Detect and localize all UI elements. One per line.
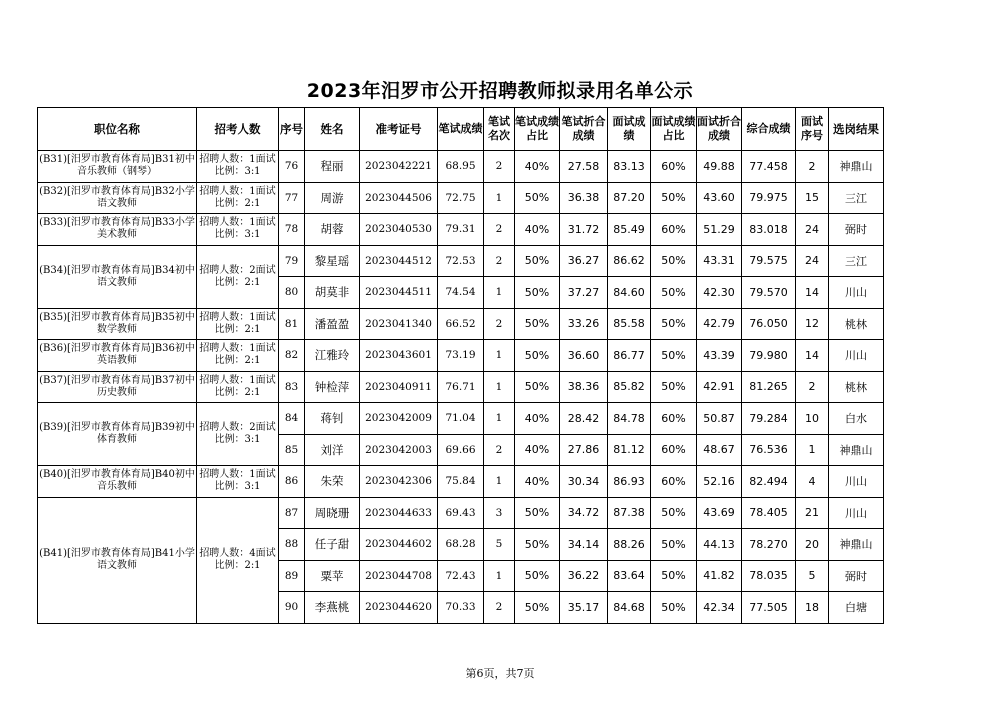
cell-written: 75.84 <box>438 466 484 498</box>
cell-written-ratio: 50% <box>515 529 560 561</box>
cell-written-ratio: 50% <box>515 182 560 214</box>
cell-interview-seq: 12 <box>796 308 829 340</box>
cell-interview: 84.60 <box>608 277 651 309</box>
cell-name: 江雅玲 <box>305 340 360 372</box>
cell-written: 74.54 <box>438 277 484 309</box>
cell-written: 72.75 <box>438 182 484 214</box>
cell-ticket: 2023044512 <box>360 245 438 277</box>
cell-seq: 77 <box>279 182 305 214</box>
cell-interview-seq: 2 <box>796 151 829 183</box>
cell-interview-ratio: 50% <box>651 308 697 340</box>
table-row <box>38 497 884 529</box>
cell-interview-conv: 43.39 <box>697 340 742 372</box>
cell-position: (B31)[汨罗市教育体育局]B31初中音乐教师（钢琴） <box>38 151 197 183</box>
header-seq: 序号 <box>279 108 305 151</box>
cell-total: 82.494 <box>742 466 796 498</box>
cell-written-conv: 30.34 <box>560 466 608 498</box>
cell-written-conv: 31.72 <box>560 214 608 246</box>
cell-name: 蒋钊 <box>305 403 360 435</box>
cell-written-ratio: 40% <box>515 151 560 183</box>
cell-total: 79.575 <box>742 245 796 277</box>
cell-total: 78.035 <box>742 560 796 592</box>
cell-total: 79.975 <box>742 182 796 214</box>
cell-written-ratio: 50% <box>515 277 560 309</box>
cell-written: 76.71 <box>438 371 484 403</box>
cell-total: 76.536 <box>742 434 796 466</box>
cell-interview: 86.93 <box>608 466 651 498</box>
cell-interview-ratio: 50% <box>651 371 697 403</box>
cell-name: 任子甜 <box>305 529 360 561</box>
cell-recruit: 招聘人数：1面试比例：2:1 <box>197 182 279 214</box>
cell-interview-conv: 42.91 <box>697 371 742 403</box>
cell-interview-conv: 43.31 <box>697 245 742 277</box>
cell-written-rank: 1 <box>484 560 515 592</box>
cell-interview-ratio: 50% <box>651 245 697 277</box>
cell-result: 桃林 <box>829 308 884 340</box>
cell-seq: 76 <box>279 151 305 183</box>
cell-seq: 85 <box>279 434 305 466</box>
table-row <box>38 466 884 498</box>
cell-name: 周晓珊 <box>305 497 360 529</box>
header-row <box>38 108 884 151</box>
cell-name: 朱荣 <box>305 466 360 498</box>
cell-recruit: 招聘人数：4面试比例：2:1 <box>197 497 279 623</box>
cell-seq: 88 <box>279 529 305 561</box>
cell-written: 68.28 <box>438 529 484 561</box>
header-written: 笔试成绩 <box>438 108 484 151</box>
cell-total: 76.050 <box>742 308 796 340</box>
cell-written-rank: 1 <box>484 371 515 403</box>
cell-interview: 86.62 <box>608 245 651 277</box>
cell-name: 李燕桃 <box>305 592 360 624</box>
cell-ticket: 2023044506 <box>360 182 438 214</box>
cell-interview-conv: 50.87 <box>697 403 742 435</box>
cell-written: 72.53 <box>438 245 484 277</box>
cell-written-rank: 2 <box>484 308 515 340</box>
cell-written: 69.66 <box>438 434 484 466</box>
cell-interview-seq: 18 <box>796 592 829 624</box>
cell-interview-conv: 43.60 <box>697 182 742 214</box>
cell-position: (B39)[汨罗市教育体育局]B39初中体育教师 <box>38 403 197 466</box>
cell-name: 黎星瑶 <box>305 245 360 277</box>
cell-written-rank: 2 <box>484 214 515 246</box>
cell-interview-conv: 49.88 <box>697 151 742 183</box>
cell-written: 71.04 <box>438 403 484 435</box>
cell-written-rank: 1 <box>484 466 515 498</box>
cell-written: 66.52 <box>438 308 484 340</box>
cell-ticket: 2023044620 <box>360 592 438 624</box>
cell-written-conv: 35.17 <box>560 592 608 624</box>
cell-interview-seq: 14 <box>796 340 829 372</box>
cell-interview-conv: 44.13 <box>697 529 742 561</box>
cell-interview-seq: 14 <box>796 277 829 309</box>
table-row <box>38 182 884 214</box>
cell-total: 81.265 <box>742 371 796 403</box>
cell-result: 川山 <box>829 466 884 498</box>
cell-seq: 83 <box>279 371 305 403</box>
header-written-ratio: 笔试成绩占比 <box>515 108 560 151</box>
admission-table <box>37 107 884 624</box>
cell-ticket: 2023042306 <box>360 466 438 498</box>
cell-interview-ratio: 50% <box>651 529 697 561</box>
cell-interview-ratio: 50% <box>651 277 697 309</box>
cell-name: 胡莫非 <box>305 277 360 309</box>
cell-interview: 88.26 <box>608 529 651 561</box>
cell-seq: 89 <box>279 560 305 592</box>
cell-written: 73.19 <box>438 340 484 372</box>
cell-recruit: 招聘人数：1面试比例：3:1 <box>197 466 279 498</box>
cell-result: 神鼎山 <box>829 434 884 466</box>
cell-written-rank: 2 <box>484 151 515 183</box>
cell-name: 刘洋 <box>305 434 360 466</box>
cell-ticket: 2023044602 <box>360 529 438 561</box>
cell-interview-seq: 24 <box>796 214 829 246</box>
page-footer: 第6页，共7页 <box>465 667 535 680</box>
cell-name: 潘盈盈 <box>305 308 360 340</box>
table-row <box>38 340 884 372</box>
cell-interview-seq: 10 <box>796 403 829 435</box>
cell-interview-ratio: 60% <box>651 434 697 466</box>
cell-position: (B35)[汨罗市教育体育局]B35初中数学教师 <box>38 308 197 340</box>
cell-written-ratio: 50% <box>515 371 560 403</box>
cell-result: 桃林 <box>829 371 884 403</box>
cell-written-ratio: 50% <box>515 497 560 529</box>
cell-recruit: 招聘人数：1面试比例：3:1 <box>197 151 279 183</box>
cell-result: 三江 <box>829 245 884 277</box>
cell-written-ratio: 50% <box>515 560 560 592</box>
header-ticket: 准考证号 <box>360 108 438 151</box>
table-row <box>38 151 884 183</box>
cell-name: 程丽 <box>305 151 360 183</box>
cell-interview-seq: 21 <box>796 497 829 529</box>
cell-total: 79.980 <box>742 340 796 372</box>
cell-seq: 84 <box>279 403 305 435</box>
cell-interview-ratio: 60% <box>651 403 697 435</box>
cell-result: 白塘 <box>829 592 884 624</box>
cell-written: 70.33 <box>438 592 484 624</box>
cell-interview: 87.38 <box>608 497 651 529</box>
cell-written-ratio: 50% <box>515 308 560 340</box>
cell-written-ratio: 40% <box>515 434 560 466</box>
cell-interview-conv: 52.16 <box>697 466 742 498</box>
cell-seq: 79 <box>279 245 305 277</box>
cell-result: 白水 <box>829 403 884 435</box>
cell-total: 77.458 <box>742 151 796 183</box>
cell-written: 69.43 <box>438 497 484 529</box>
cell-written-rank: 1 <box>484 182 515 214</box>
cell-interview-conv: 42.79 <box>697 308 742 340</box>
cell-position: (B33)[汨罗市教育体育局]B33小学美术教师 <box>38 214 197 246</box>
cell-interview-ratio: 50% <box>651 182 697 214</box>
cell-interview-seq: 1 <box>796 434 829 466</box>
header-recruit: 招考人数 <box>197 108 279 151</box>
cell-recruit: 招聘人数：2面试比例：3:1 <box>197 403 279 466</box>
page-title: 2023年汨罗市公开招聘教师拟录用名单公示 <box>306 80 694 102</box>
cell-position: (B32)[汨罗市教育体育局]B32小学语文教师 <box>38 182 197 214</box>
cell-seq: 82 <box>279 340 305 372</box>
cell-written-rank: 1 <box>484 403 515 435</box>
cell-written-conv: 33.26 <box>560 308 608 340</box>
cell-ticket: 2023042003 <box>360 434 438 466</box>
cell-interview-ratio: 60% <box>651 214 697 246</box>
cell-written-conv: 36.27 <box>560 245 608 277</box>
cell-position: (B36)[汨罗市教育体育局]B36初中英语教师 <box>38 340 197 372</box>
cell-result: 川山 <box>829 497 884 529</box>
cell-ticket: 2023040530 <box>360 214 438 246</box>
cell-interview: 84.78 <box>608 403 651 435</box>
cell-ticket: 2023041340 <box>360 308 438 340</box>
cell-written: 68.95 <box>438 151 484 183</box>
table-row <box>38 245 884 277</box>
cell-written-rank: 2 <box>484 245 515 277</box>
header-name: 姓名 <box>305 108 360 151</box>
cell-interview-ratio: 50% <box>651 497 697 529</box>
cell-interview: 81.12 <box>608 434 651 466</box>
cell-interview: 85.49 <box>608 214 651 246</box>
cell-seq: 80 <box>279 277 305 309</box>
cell-result: 神鼎山 <box>829 529 884 561</box>
cell-written-conv: 28.42 <box>560 403 608 435</box>
cell-written-rank: 2 <box>484 592 515 624</box>
cell-written-conv: 27.86 <box>560 434 608 466</box>
header-interview-seq: 面试序号 <box>796 108 829 151</box>
cell-written-ratio: 50% <box>515 340 560 372</box>
header-position: 职位名称 <box>38 108 197 151</box>
cell-result: 弼时 <box>829 560 884 592</box>
cell-result: 神鼎山 <box>829 151 884 183</box>
header-written-conv: 笔试折合成绩 <box>560 108 608 151</box>
cell-interview-seq: 2 <box>796 371 829 403</box>
cell-interview-seq: 15 <box>796 182 829 214</box>
cell-interview: 85.82 <box>608 371 651 403</box>
cell-written-conv: 36.22 <box>560 560 608 592</box>
cell-interview-conv: 42.34 <box>697 592 742 624</box>
cell-seq: 87 <box>279 497 305 529</box>
cell-seq: 81 <box>279 308 305 340</box>
cell-written: 72.43 <box>438 560 484 592</box>
header-total: 综合成绩 <box>742 108 796 151</box>
cell-ticket: 2023042221 <box>360 151 438 183</box>
cell-written-rank: 2 <box>484 434 515 466</box>
cell-written-ratio: 50% <box>515 245 560 277</box>
cell-written-rank: 1 <box>484 340 515 372</box>
cell-interview: 83.64 <box>608 560 651 592</box>
cell-ticket: 2023043601 <box>360 340 438 372</box>
table-row <box>38 214 884 246</box>
cell-seq: 90 <box>279 592 305 624</box>
cell-written-conv: 34.72 <box>560 497 608 529</box>
cell-result: 川山 <box>829 340 884 372</box>
cell-total: 77.505 <box>742 592 796 624</box>
table-row <box>38 371 884 403</box>
cell-name: 粟苹 <box>305 560 360 592</box>
cell-ticket: 2023044633 <box>360 497 438 529</box>
cell-written-conv: 27.58 <box>560 151 608 183</box>
cell-interview-ratio: 50% <box>651 592 697 624</box>
cell-total: 78.270 <box>742 529 796 561</box>
cell-written-conv: 37.27 <box>560 277 608 309</box>
cell-interview-ratio: 50% <box>651 560 697 592</box>
cell-recruit: 招聘人数：1面试比例：2:1 <box>197 308 279 340</box>
cell-recruit: 招聘人数：1面试比例：2:1 <box>197 371 279 403</box>
cell-total: 79.284 <box>742 403 796 435</box>
cell-written-rank: 3 <box>484 497 515 529</box>
cell-interview: 86.77 <box>608 340 651 372</box>
cell-position: (B41)[汨罗市教育体育局]B41小学语文教师 <box>38 497 197 623</box>
cell-recruit: 招聘人数：1面试比例：2:1 <box>197 340 279 372</box>
cell-written-ratio: 40% <box>515 403 560 435</box>
cell-interview-seq: 20 <box>796 529 829 561</box>
header-interview: 面试成绩 <box>608 108 651 151</box>
cell-interview: 87.20 <box>608 182 651 214</box>
cell-written-ratio: 40% <box>515 214 560 246</box>
cell-written-rank: 5 <box>484 529 515 561</box>
cell-result: 川山 <box>829 277 884 309</box>
cell-written-conv: 38.36 <box>560 371 608 403</box>
cell-recruit: 招聘人数：2面试比例：2:1 <box>197 245 279 308</box>
cell-written-rank: 1 <box>484 277 515 309</box>
cell-name: 胡蓉 <box>305 214 360 246</box>
cell-interview-conv: 43.69 <box>697 497 742 529</box>
cell-written-conv: 36.60 <box>560 340 608 372</box>
cell-interview: 85.58 <box>608 308 651 340</box>
cell-written-conv: 36.38 <box>560 182 608 214</box>
cell-seq: 78 <box>279 214 305 246</box>
cell-ticket: 2023044708 <box>360 560 438 592</box>
cell-written-ratio: 40% <box>515 466 560 498</box>
table-row <box>38 403 884 435</box>
cell-interview-seq: 5 <box>796 560 829 592</box>
cell-written-ratio: 50% <box>515 592 560 624</box>
cell-written: 79.31 <box>438 214 484 246</box>
cell-interview: 84.68 <box>608 592 651 624</box>
header-written-rank: 笔试名次 <box>484 108 515 151</box>
table-row <box>38 308 884 340</box>
cell-total: 79.570 <box>742 277 796 309</box>
header-interview-ratio: 面试成绩占比 <box>651 108 697 151</box>
cell-seq: 86 <box>279 466 305 498</box>
cell-position: (B34)[汨罗市教育体育局]B34初中语文教师 <box>38 245 197 308</box>
cell-interview-seq: 4 <box>796 466 829 498</box>
header-interview-conv: 面试折合成绩 <box>697 108 742 151</box>
cell-interview-ratio: 50% <box>651 340 697 372</box>
cell-written-conv: 34.14 <box>560 529 608 561</box>
cell-name: 周游 <box>305 182 360 214</box>
cell-interview-conv: 41.82 <box>697 560 742 592</box>
cell-interview: 83.13 <box>608 151 651 183</box>
cell-interview-conv: 51.29 <box>697 214 742 246</box>
cell-interview-conv: 42.30 <box>697 277 742 309</box>
cell-ticket: 2023044511 <box>360 277 438 309</box>
cell-total: 78.405 <box>742 497 796 529</box>
cell-result: 三江 <box>829 182 884 214</box>
cell-position: (B40)[汨罗市教育体育局]B40初中音乐教师 <box>38 466 197 498</box>
cell-recruit: 招聘人数：1面试比例：3:1 <box>197 214 279 246</box>
cell-interview-ratio: 60% <box>651 151 697 183</box>
cell-interview-seq: 24 <box>796 245 829 277</box>
cell-total: 83.018 <box>742 214 796 246</box>
cell-result: 弼时 <box>829 214 884 246</box>
cell-ticket: 2023040911 <box>360 371 438 403</box>
cell-position: (B37)[汨罗市教育体育局]B37初中历史教师 <box>38 371 197 403</box>
cell-ticket: 2023042009 <box>360 403 438 435</box>
header-result: 选岗结果 <box>829 108 884 151</box>
cell-interview-ratio: 60% <box>651 466 697 498</box>
cell-interview-conv: 48.67 <box>697 434 742 466</box>
cell-name: 钟检萍 <box>305 371 360 403</box>
